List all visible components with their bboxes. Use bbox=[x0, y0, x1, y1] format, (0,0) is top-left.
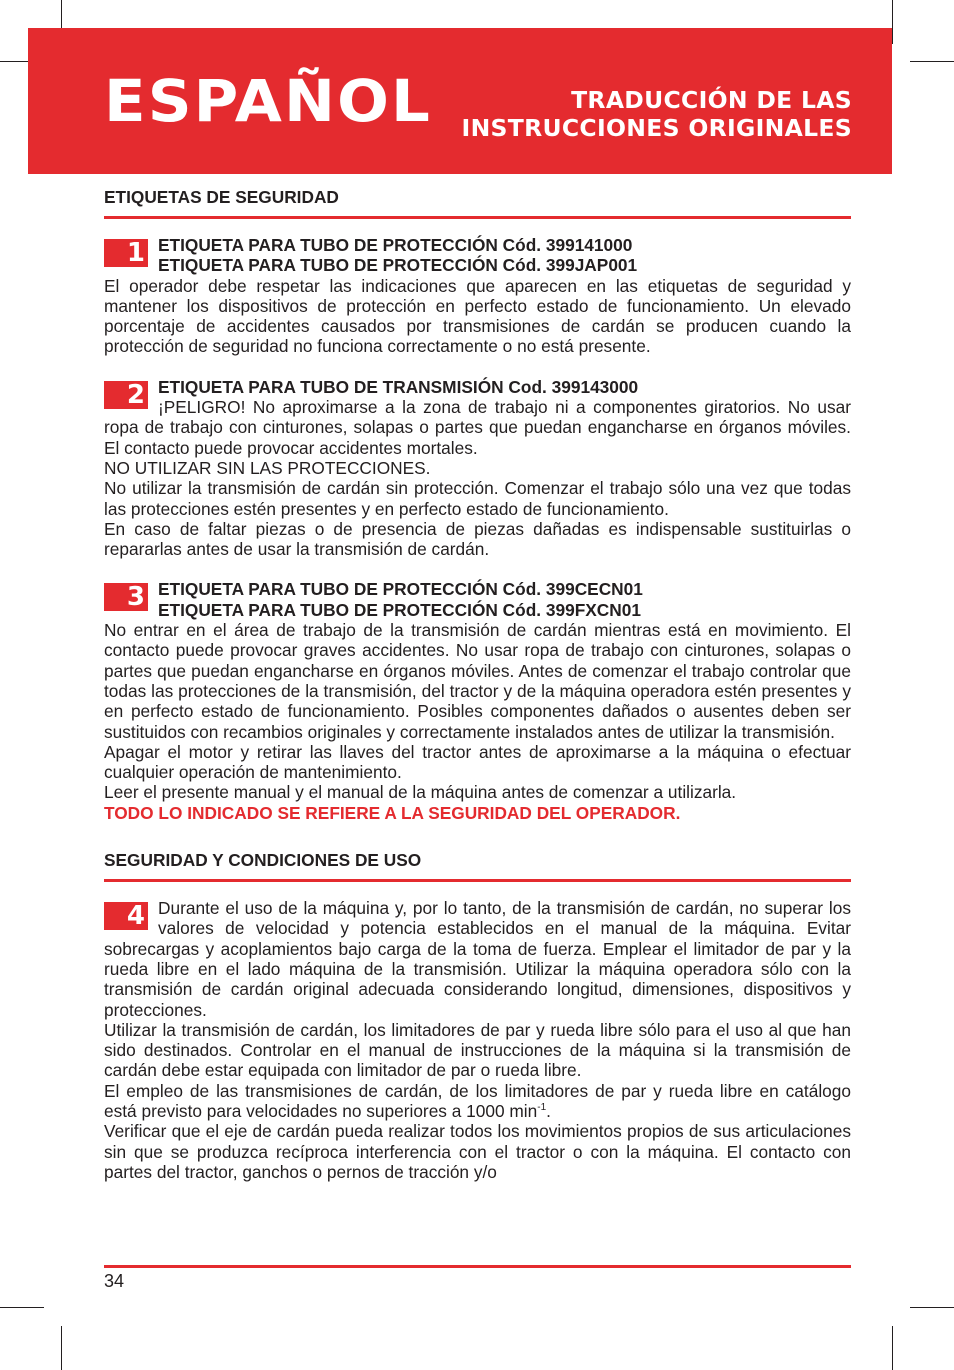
label-title: ETIQUETA PARA TUBO DE PROTECCIÓN Cód. 399CECN01 bbox=[158, 579, 643, 600]
crop-mark bbox=[0, 1307, 44, 1308]
body-paragraph: Durante el uso de la máquina y, por lo tanto, de la transmisión de cardán, no superar los valores de velocidad y potencia establecidos en el manual de la máquina. Evitar sobrecargas y acoplamientos bajo carga de la toma de fuerza. Emplear el limitador de par y la rueda libre en el lado máquina de la transmisión. Utilizar la máquina operadora sólo con la transmisión de cardán original adecuada considerando longitud, dimensiones, dispositivos y protecciones. bbox=[104, 898, 851, 1020]
label-block-2 bbox=[104, 377, 851, 560]
body-paragraph bbox=[104, 1081, 851, 1122]
page-content bbox=[104, 184, 851, 1202]
safety-warning: TODO LO INDICADO SE REFIERE A LA SEGURIDAD DEL OPERADOR. bbox=[104, 802, 681, 823]
superscript: -1 bbox=[537, 1102, 547, 1114]
speed-text: El empleo de las transmisiones de cardán, de los limitadores de par y rueda libre en catálogo está previsto para velocidades no superiores a 1000 min bbox=[104, 1080, 851, 1121]
label-block-3 bbox=[104, 579, 851, 823]
section-heading: SEGURIDAD Y CONDICIONES DE USO bbox=[104, 850, 422, 871]
crop-mark bbox=[892, 0, 893, 44]
label-block-4 bbox=[104, 898, 851, 1182]
number-badge: 1 bbox=[104, 239, 148, 267]
header-subtitle bbox=[462, 86, 852, 142]
label-title: ETIQUETA PARA TUBO DE PROTECCIÓN Cód. 399JAP001 bbox=[158, 255, 638, 276]
label-title: ETIQUETA PARA TUBO DE TRANSMISIÓN Cod. 399143000 bbox=[158, 376, 639, 397]
body-paragraph: En caso de faltar piezas o de presencia de piezas dañadas es indispensable sustituirlas o repararlas antes de usar la transmisión de cardán. bbox=[104, 518, 851, 560]
number-badge: 4 bbox=[104, 902, 148, 930]
crop-mark bbox=[61, 1326, 62, 1370]
crop-mark bbox=[892, 1326, 893, 1370]
body-paragraph: NO UTILIZAR SIN LAS PROTECCIONES. bbox=[104, 457, 431, 478]
crop-mark bbox=[910, 61, 954, 62]
page-number: 34 bbox=[104, 1271, 125, 1291]
crop-mark bbox=[910, 1307, 954, 1308]
body-paragraph: El operador debe respetar las indicaciones que aparecen en las etiquetas de seguridad y mantener los dispositivos de protección en perfecto estado de funcionamiento. Un elevado porcentaje de accidentes causados por transmisiones de cardán se producen cuando la protección de seguridad no funciona correctamente o no está presente. bbox=[104, 275, 851, 357]
body-paragraph: Utilizar la transmisión de cardán, los limitadores de par y rueda libre sólo para el uso al que han sido destinados. Controlar en el manual de instrucciones de la máquina si la transmisión de cardán debe estar equipada con limitador de par o rueda libre. bbox=[104, 1019, 851, 1081]
body-paragraph: Apagar el motor y retirar las llaves del tractor antes de aproximarse a la máquina o efectuar cualquier operación de mantenimiento. bbox=[104, 741, 851, 783]
section-heading: ETIQUETAS DE SEGURIDAD bbox=[104, 187, 339, 207]
footer-divider bbox=[104, 1265, 851, 1268]
body-paragraph: ¡PELIGRO! No aproximarse a la zona de trabajo ni a componentes giratorios. No usar ropa de trabajo con cinturones, solapas o partes que puedan engancharse en órganos móviles. El contacto puede provocar accidentes mortales. bbox=[104, 397, 851, 458]
section-divider bbox=[104, 216, 851, 219]
body-paragraph: No entrar en el área de trabajo de la transmisión de cardán mientras está en movimiento. El contacto puede provocar graves accidentes. No usar ropa de trabajo con cinturones, solapas o partes que puedan engancharse en órganos móviles. Antes de comenzar el trabajo controlar que todas las protecciones de la transmisión, del tractor y de la máquina operadora estén presentes y en perfecto estado de funcionamiento. Posibles componentes dañados o ausentes deben ser sustituidos con recambios originales y correctamente instalados antes de utilizar la transmisión. bbox=[104, 620, 851, 742]
body-paragraph: No utilizar la transmisión de cardán sin protección. Comenzar el trabajo sólo una vez que todas las protecciones estén presentes y en perfecto estado de funcionamiento. bbox=[104, 478, 851, 519]
label-title: ETIQUETA PARA TUBO DE PROTECCIÓN Cód. 399141000 bbox=[158, 235, 633, 255]
number-badge: 2 bbox=[104, 381, 148, 409]
subtitle-line-1: TRADUCCIÓN DE LAS bbox=[571, 86, 852, 114]
label-title: ETIQUETA PARA TUBO DE PROTECCIÓN Cód. 399FXCN01 bbox=[158, 599, 641, 620]
number-badge: 3 bbox=[104, 583, 148, 611]
section-divider bbox=[104, 879, 851, 882]
language-title: ESPAÑOL bbox=[104, 67, 432, 135]
subtitle-line-2: INSTRUCCIONES ORIGINALES bbox=[461, 114, 852, 142]
body-paragraph: Leer el presente manual y el manual de la máquina antes de comenzar a utilizarla. bbox=[104, 782, 737, 803]
body-paragraph: Verificar que el eje de cardán pueda realizar todos los movimientos propios de sus articulaciones sin que se produzca recíproca interferencia con el tractor o con la máquina. El contacto con partes del tractor, ganchos o pernos de tracción y/o bbox=[104, 1121, 851, 1182]
label-block-1 bbox=[104, 235, 851, 357]
speed-text-end: . bbox=[546, 1100, 551, 1121]
